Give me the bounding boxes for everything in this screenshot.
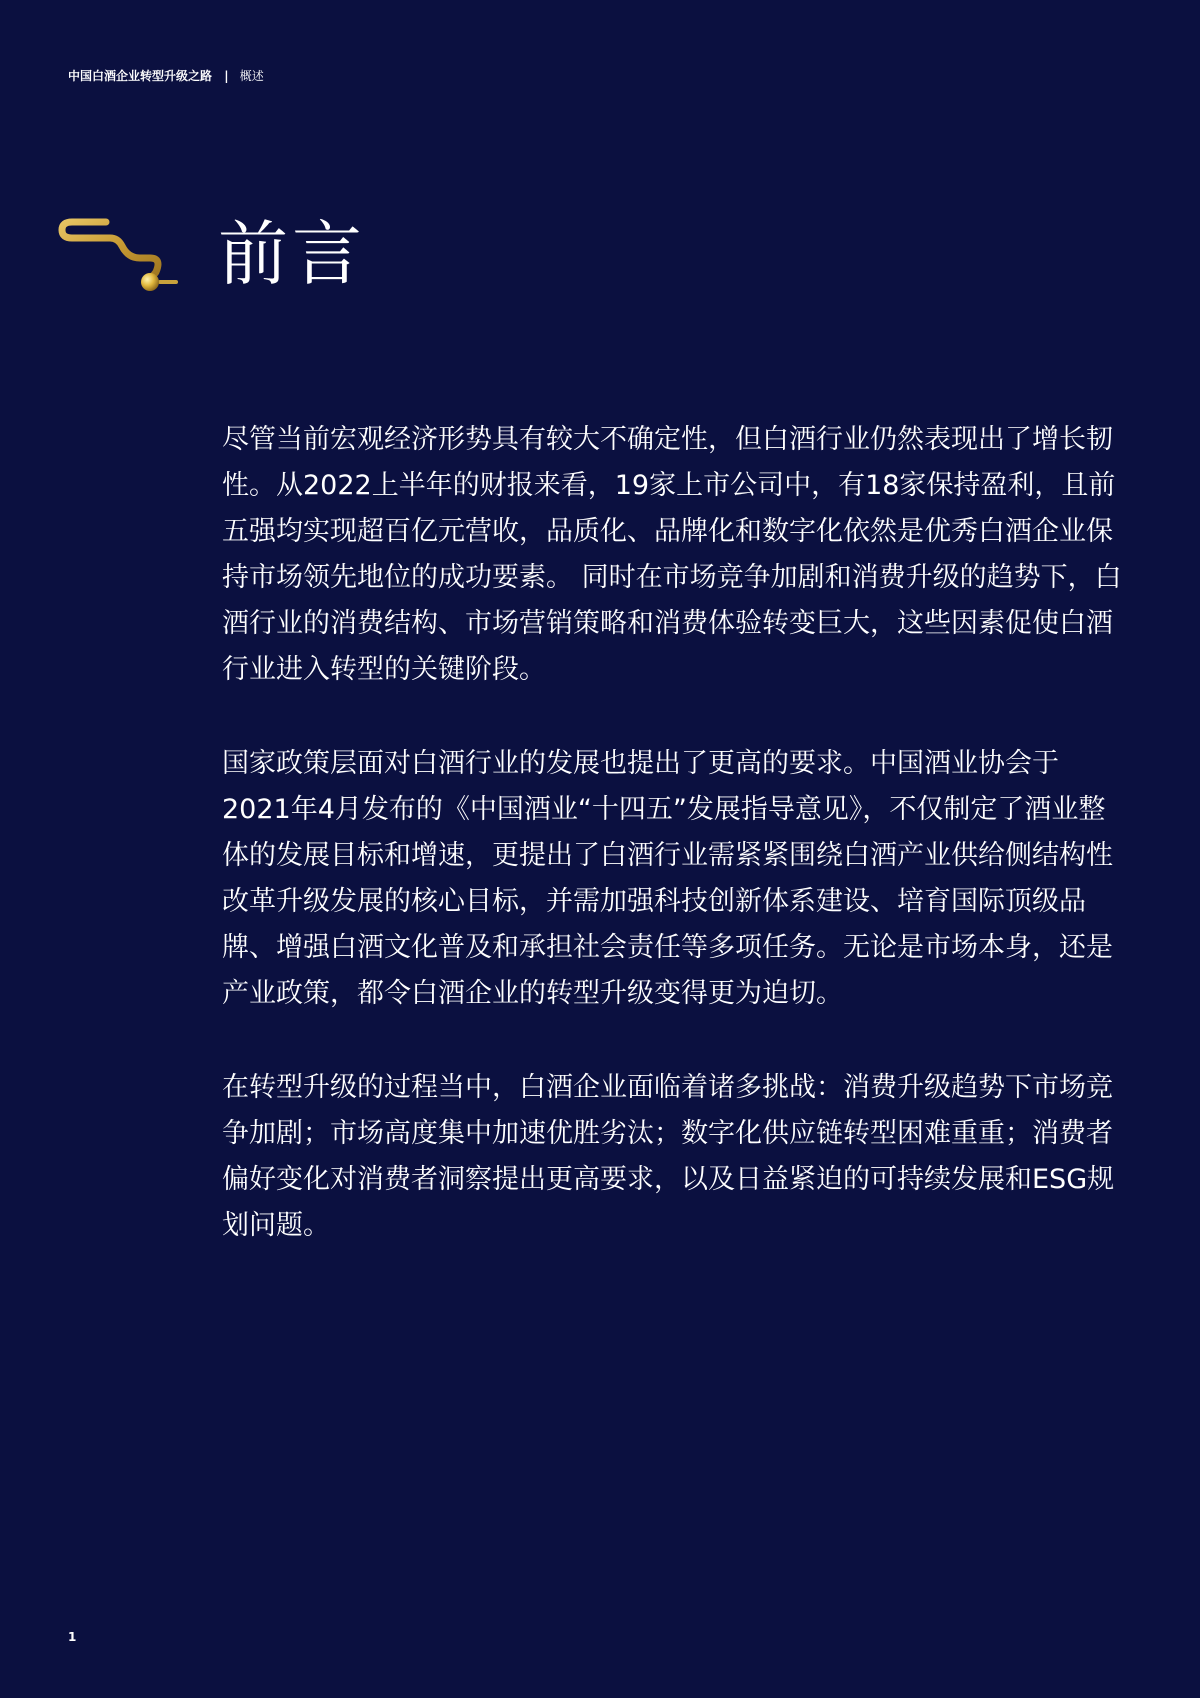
gold-winding-path-with-ball-icon [58, 216, 188, 300]
section-name: 概述 [239, 69, 264, 83]
paragraph: 尽管当前宏观经济形势具有较大不确定性，但白酒行业仍然表现出了增长韧性。从2022上半年的财报来看，19家上市公司中，有18家保持盈利，且前五强均实现超百亿元营收，品质化、品牌化和数字化依然是优秀白酒企业保持市场领先地位的成功要素。 同时在市场竞争加剧和消费升级的趋势下，白酒行业的消费结构、市场营销策略和消费体验转变巨大，这些因素促使白酒行业进入转型的关键阶段。 [222, 424, 1122, 685]
page-number: 1 [68, 1630, 77, 1644]
body-text [222, 417, 1122, 1297]
paragraph: 国家政策层面对白酒行业的发展也提出了更高的要求。中国酒业协会于2021年4月发布的《中国酒业“十四五”发展指导意见》，不仅制定了酒业整体的发展目标和增速，更提出了白酒行业需紧紧围绕白酒产业供给侧结构性改革升级发展的核心目标，并需加强科技创新体系建设、培育国际顶级品牌、增强白酒文化普及和承担社会责任等多项任务。无论是市场本身，还是产业政策，都令白酒企业的转型升级变得更为迫切。 [222, 748, 1113, 1009]
page-title: 前言 [218, 213, 366, 295]
paragraph: 在转型升级的过程当中，白酒企业面临着诸多挑战：消费升级趋势下市场竞争加剧；市场高度集中加速优胜劣汰；数字化供应链转型困难重重；消费者偏好变化对消费者洞察提出更高要求，以及日益紧迫的可持续发展和ESG规划问题。 [222, 1072, 1115, 1241]
document-title: 中国白酒企业转型升级之路 [68, 69, 213, 83]
running-header [68, 67, 264, 84]
header-separator: | [224, 69, 229, 83]
